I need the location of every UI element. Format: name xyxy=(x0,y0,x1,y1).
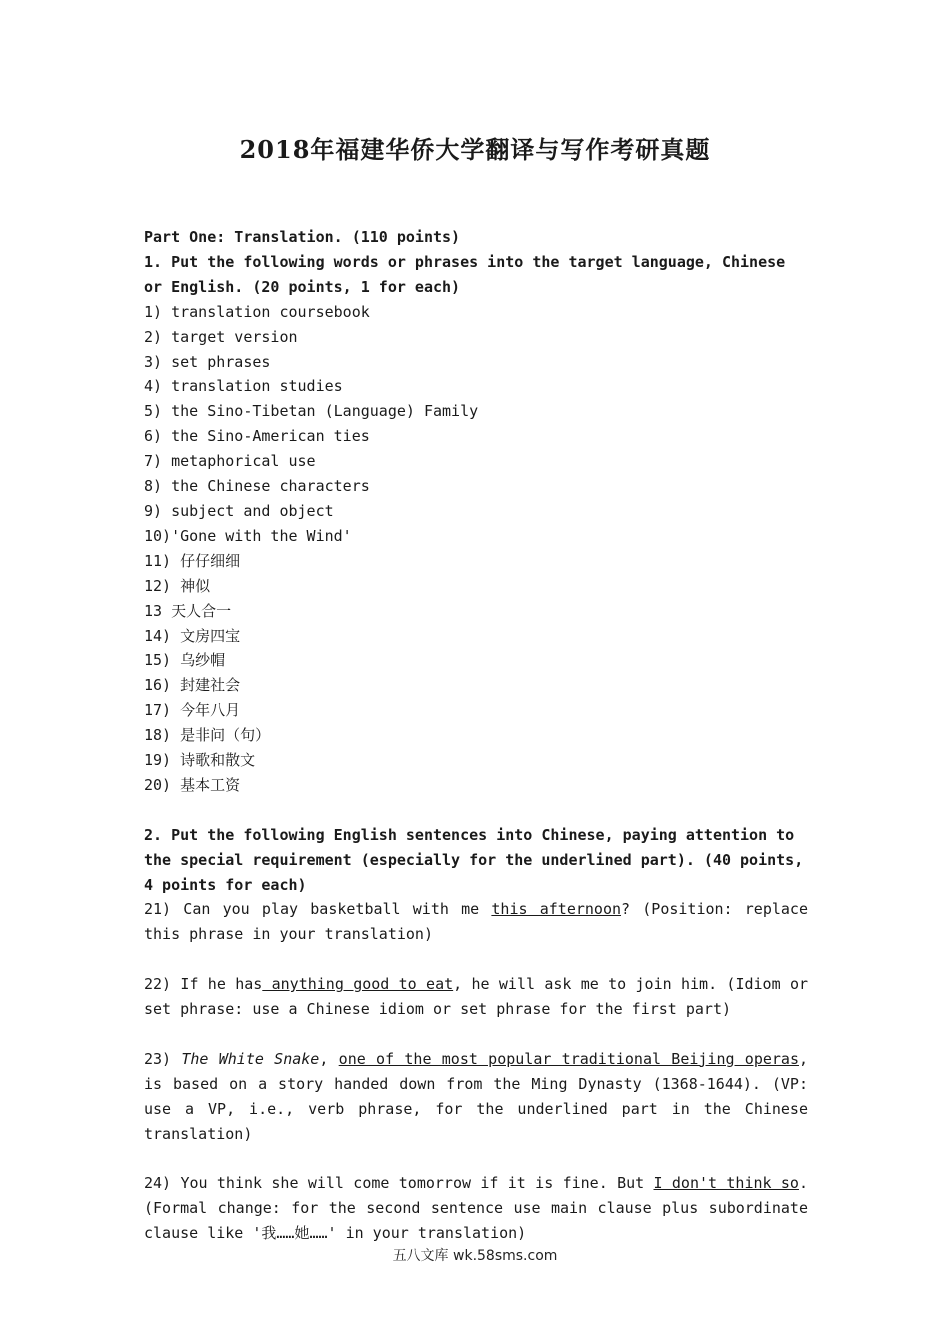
section1-heading: 1. Put the following words or phrases into the target language, Chinese or English. (20 points, 1 for each) xyxy=(144,252,786,296)
question-22-requirement: , he will ask me to join him. (Idiom or set phrase: use a Chinese idiom or set phrase for the first part) xyxy=(144,975,809,1019)
list-item: 10)'Gone with the Wind' xyxy=(144,526,352,545)
list-item: 16) 封建社会 xyxy=(144,676,241,695)
list-item: 17) 今年八月 xyxy=(144,701,241,720)
list-item: 15) 乌纱帽 xyxy=(144,651,226,670)
footer-watermark: 五八文库 wk.58sms.com xyxy=(392,1248,558,1264)
list-item: 1) translation coursebook xyxy=(144,302,370,321)
list-item: 8) the Chinese characters xyxy=(144,477,370,496)
spacer xyxy=(144,798,808,823)
part-one-heading: Part One: Translation. (110 points) xyxy=(144,228,461,246)
question-24-underlined: I don't think so xyxy=(653,1174,799,1193)
section1-item-list xyxy=(144,300,808,798)
question-24 xyxy=(144,1171,808,1246)
question-23-number: 23) xyxy=(144,1049,182,1068)
list-item: 11) 仔仔细细 xyxy=(144,551,241,570)
question-23-separator: , xyxy=(319,1049,339,1068)
question-22 xyxy=(144,972,808,1022)
question-24-requirement: . (Formal change: for the second sentence use main clause plus subordinate clause like '我……她……' in your translation) xyxy=(144,1174,808,1243)
question-21-requirement: ? (Position: replace this phrase in your translation) xyxy=(144,900,808,944)
list-item: 9) subject and object xyxy=(144,501,334,520)
list-item: 4) translation studies xyxy=(144,377,343,396)
spacer xyxy=(144,947,808,972)
list-item: 3) set phrases xyxy=(144,352,271,371)
question-21 xyxy=(144,897,808,947)
list-item: 6) the Sino-American ties xyxy=(144,427,370,446)
question-23-requirement: , is based on a story handed down from the Ming Dynasty (1368-1644). (VP: use a VP, i.e., verb phrase, for the underlined part in the Chinese translation) xyxy=(144,1049,809,1143)
list-item: 18) 是非问（句） xyxy=(144,726,271,745)
list-item: 12) 神似 xyxy=(144,576,211,595)
question-21-underlined: this afternoon xyxy=(491,900,622,919)
question-24-text: 24) You think she will come tomorrow if it is fine. But xyxy=(144,1174,654,1193)
question-23-underlined: one of the most popular traditional Beijing operas xyxy=(338,1049,799,1068)
question-22-underlined: anything good to eat xyxy=(262,975,454,994)
document-body xyxy=(144,225,808,1246)
question-21-text: 21) Can you play basketball with me xyxy=(144,900,492,919)
list-item: 13 天人合一 xyxy=(144,601,232,620)
list-item: 5) the Sino-Tibetan (Language) Family xyxy=(144,402,479,421)
spacer xyxy=(144,1146,808,1171)
list-item: 7) metaphorical use xyxy=(144,452,316,471)
section2-heading: 2. Put the following English sentences into Chinese, paying attention to the special requirement (especially for the underlined part). (40 points, 4 points for each) xyxy=(144,825,804,894)
spacer xyxy=(144,1022,808,1047)
question-23 xyxy=(144,1047,808,1147)
list-item: 2) target version xyxy=(144,327,298,346)
question-23-italic-title: The White Snake xyxy=(181,1049,320,1068)
document-title: 2018年福建华侨大学翻译与写作考研真题 xyxy=(239,135,711,164)
list-item: 14) 文房四宝 xyxy=(144,626,241,645)
list-item: 20) 基本工资 xyxy=(144,775,241,794)
question-22-text: 22) If he has xyxy=(144,975,263,994)
list-item: 19) 诗歌和散文 xyxy=(144,751,256,770)
